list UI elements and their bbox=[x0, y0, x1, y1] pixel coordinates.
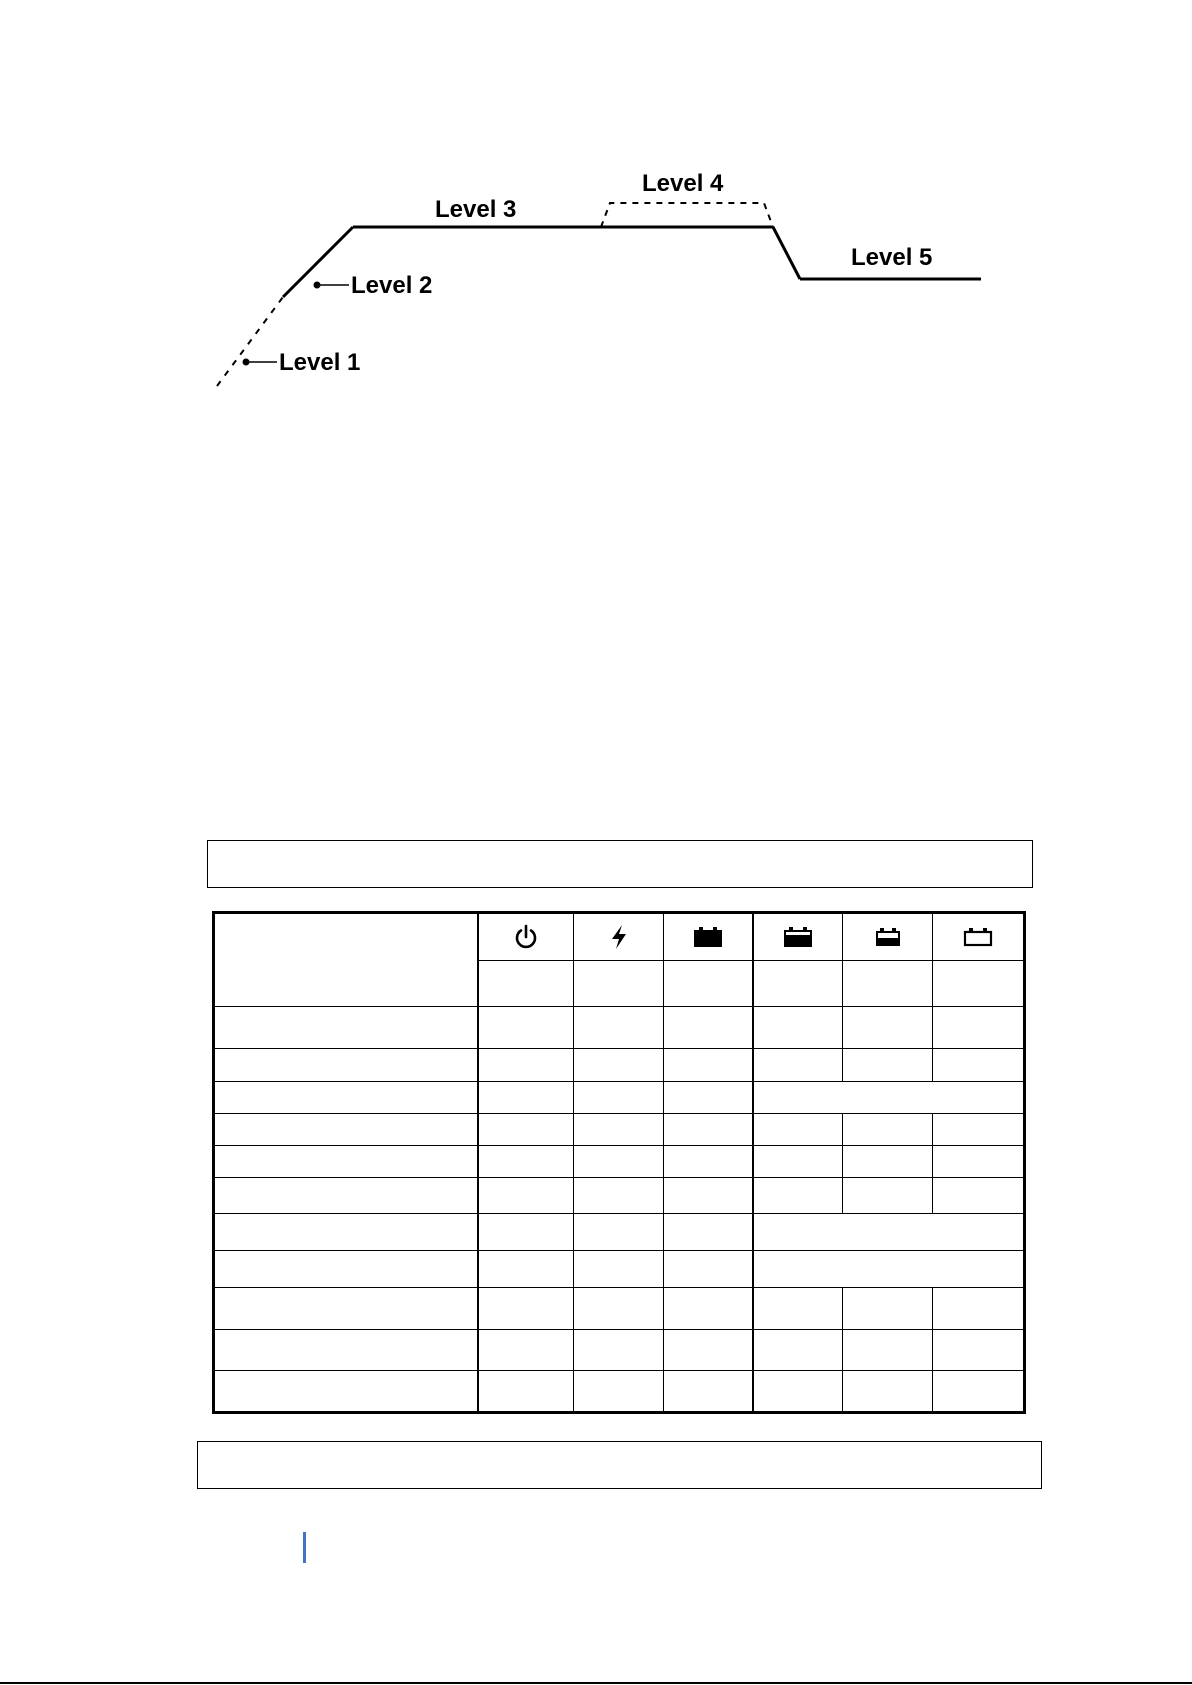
row-label-cell bbox=[214, 1251, 478, 1288]
table-cell bbox=[753, 1288, 843, 1330]
lightning-icon bbox=[608, 924, 630, 950]
battery-full-header-cell bbox=[664, 913, 753, 961]
battery-half-header-cell bbox=[843, 913, 933, 961]
table-cell bbox=[843, 1288, 933, 1330]
table-cell bbox=[664, 1288, 753, 1330]
table-row bbox=[214, 1049, 1025, 1082]
table-cell bbox=[478, 1114, 574, 1146]
battery-half-icon bbox=[875, 927, 901, 947]
table-cell bbox=[753, 1178, 843, 1214]
table-cell bbox=[933, 1049, 1025, 1082]
row-label-cell bbox=[214, 1146, 478, 1178]
row-label-cell bbox=[214, 1007, 478, 1049]
merged-cell bbox=[753, 1251, 1025, 1288]
table-cell bbox=[933, 1330, 1025, 1371]
table-row bbox=[214, 1288, 1025, 1330]
table-cell bbox=[664, 1146, 753, 1178]
table-cell bbox=[933, 1371, 1025, 1413]
table-cell bbox=[843, 1146, 933, 1178]
table-row bbox=[214, 1082, 1025, 1114]
level-diagram bbox=[0, 0, 1192, 420]
table-cell bbox=[664, 1251, 753, 1288]
table-cell bbox=[753, 1049, 843, 1082]
table-row bbox=[214, 1330, 1025, 1371]
table-cell bbox=[478, 1214, 574, 1251]
table-cell bbox=[843, 961, 933, 1007]
table-cell bbox=[753, 1114, 843, 1146]
text-cursor[interactable] bbox=[303, 1532, 306, 1563]
battery-high-icon bbox=[783, 926, 813, 948]
table-cell bbox=[664, 1114, 753, 1146]
table-cell bbox=[664, 1082, 753, 1114]
battery-high-header-cell bbox=[753, 913, 843, 961]
row-label-cell bbox=[214, 1330, 478, 1371]
table-cell bbox=[753, 1007, 843, 1049]
table-cell bbox=[664, 961, 753, 1007]
table-cell bbox=[478, 961, 574, 1007]
header-label-cell bbox=[214, 913, 478, 1007]
table-cell bbox=[574, 1178, 664, 1214]
level-5-label: Level 5 bbox=[851, 244, 933, 271]
level-1-label: Level 1 bbox=[279, 349, 361, 376]
battery-empty-icon bbox=[963, 927, 993, 947]
row-label-cell bbox=[214, 1178, 478, 1214]
table-cell bbox=[478, 1288, 574, 1330]
table-cell bbox=[574, 1251, 664, 1288]
table-cell bbox=[933, 1178, 1025, 1214]
table-cell bbox=[478, 1178, 574, 1214]
table-cell bbox=[574, 1214, 664, 1251]
table-cell bbox=[933, 1114, 1025, 1146]
table-row bbox=[214, 1114, 1025, 1146]
table-cell bbox=[664, 1178, 753, 1214]
drop-line bbox=[773, 227, 800, 279]
table-cell bbox=[664, 1049, 753, 1082]
table-cell bbox=[843, 1049, 933, 1082]
table-cell bbox=[478, 1371, 574, 1413]
row-label-cell bbox=[214, 1288, 478, 1330]
table-cell bbox=[478, 1146, 574, 1178]
table-cell bbox=[843, 1178, 933, 1214]
table-cell bbox=[574, 1146, 664, 1178]
status-grid bbox=[212, 911, 1026, 1414]
page-edge-line bbox=[0, 1682, 1192, 1684]
status-table bbox=[212, 911, 1023, 1414]
table-cell bbox=[843, 1114, 933, 1146]
level-2-label: Level 2 bbox=[351, 272, 433, 299]
table-cell bbox=[933, 961, 1025, 1007]
table-cell bbox=[574, 1049, 664, 1082]
table-row bbox=[214, 1251, 1025, 1288]
icon-header-row bbox=[214, 913, 1025, 961]
table-cell bbox=[664, 1214, 753, 1251]
table-cell bbox=[478, 1007, 574, 1049]
level-4-label: Level 4 bbox=[642, 170, 724, 197]
table-cell bbox=[843, 1330, 933, 1371]
table-cell bbox=[843, 1371, 933, 1413]
table-cell bbox=[574, 1114, 664, 1146]
table-cell bbox=[478, 1082, 574, 1114]
table-cell bbox=[478, 1049, 574, 1082]
table-cell bbox=[574, 1082, 664, 1114]
table-row bbox=[214, 1146, 1025, 1178]
level-1-line bbox=[217, 297, 283, 386]
caption-box bbox=[197, 1441, 1042, 1489]
table-cell bbox=[574, 1288, 664, 1330]
table-cell bbox=[933, 1007, 1025, 1049]
table-cell bbox=[478, 1251, 574, 1288]
table-cell bbox=[574, 1371, 664, 1413]
battery-full-icon bbox=[693, 926, 723, 948]
table-cell bbox=[843, 1007, 933, 1049]
table-cell bbox=[664, 1330, 753, 1371]
merged-cell bbox=[753, 1214, 1025, 1251]
table-cell bbox=[664, 1007, 753, 1049]
lightning-header-cell bbox=[574, 913, 664, 961]
merged-cell bbox=[753, 1082, 1025, 1114]
table-cell bbox=[753, 1146, 843, 1178]
row-label-cell bbox=[214, 1082, 478, 1114]
table-cell bbox=[753, 961, 843, 1007]
table-cell bbox=[574, 961, 664, 1007]
level-3-label: Level 3 bbox=[435, 196, 517, 223]
table-row bbox=[214, 1007, 1025, 1049]
table-cell bbox=[478, 1330, 574, 1371]
table-cell bbox=[574, 1007, 664, 1049]
table-cell bbox=[753, 1371, 843, 1413]
table-row bbox=[214, 1371, 1025, 1413]
level-4-line bbox=[601, 203, 773, 227]
table-cell bbox=[664, 1371, 753, 1413]
title-box bbox=[207, 840, 1033, 888]
row-label-cell bbox=[214, 1049, 478, 1082]
table-cell bbox=[933, 1146, 1025, 1178]
row-label-cell bbox=[214, 1214, 478, 1251]
table-row bbox=[214, 1214, 1025, 1251]
row-label-cell bbox=[214, 1371, 478, 1413]
row-label-cell bbox=[214, 1114, 478, 1146]
table-cell bbox=[753, 1330, 843, 1371]
power-header-cell bbox=[478, 913, 574, 961]
battery-empty-header-cell bbox=[933, 913, 1025, 961]
table-cell bbox=[933, 1288, 1025, 1330]
table-cell bbox=[574, 1330, 664, 1371]
table-row bbox=[214, 1178, 1025, 1214]
power-icon bbox=[513, 924, 539, 950]
